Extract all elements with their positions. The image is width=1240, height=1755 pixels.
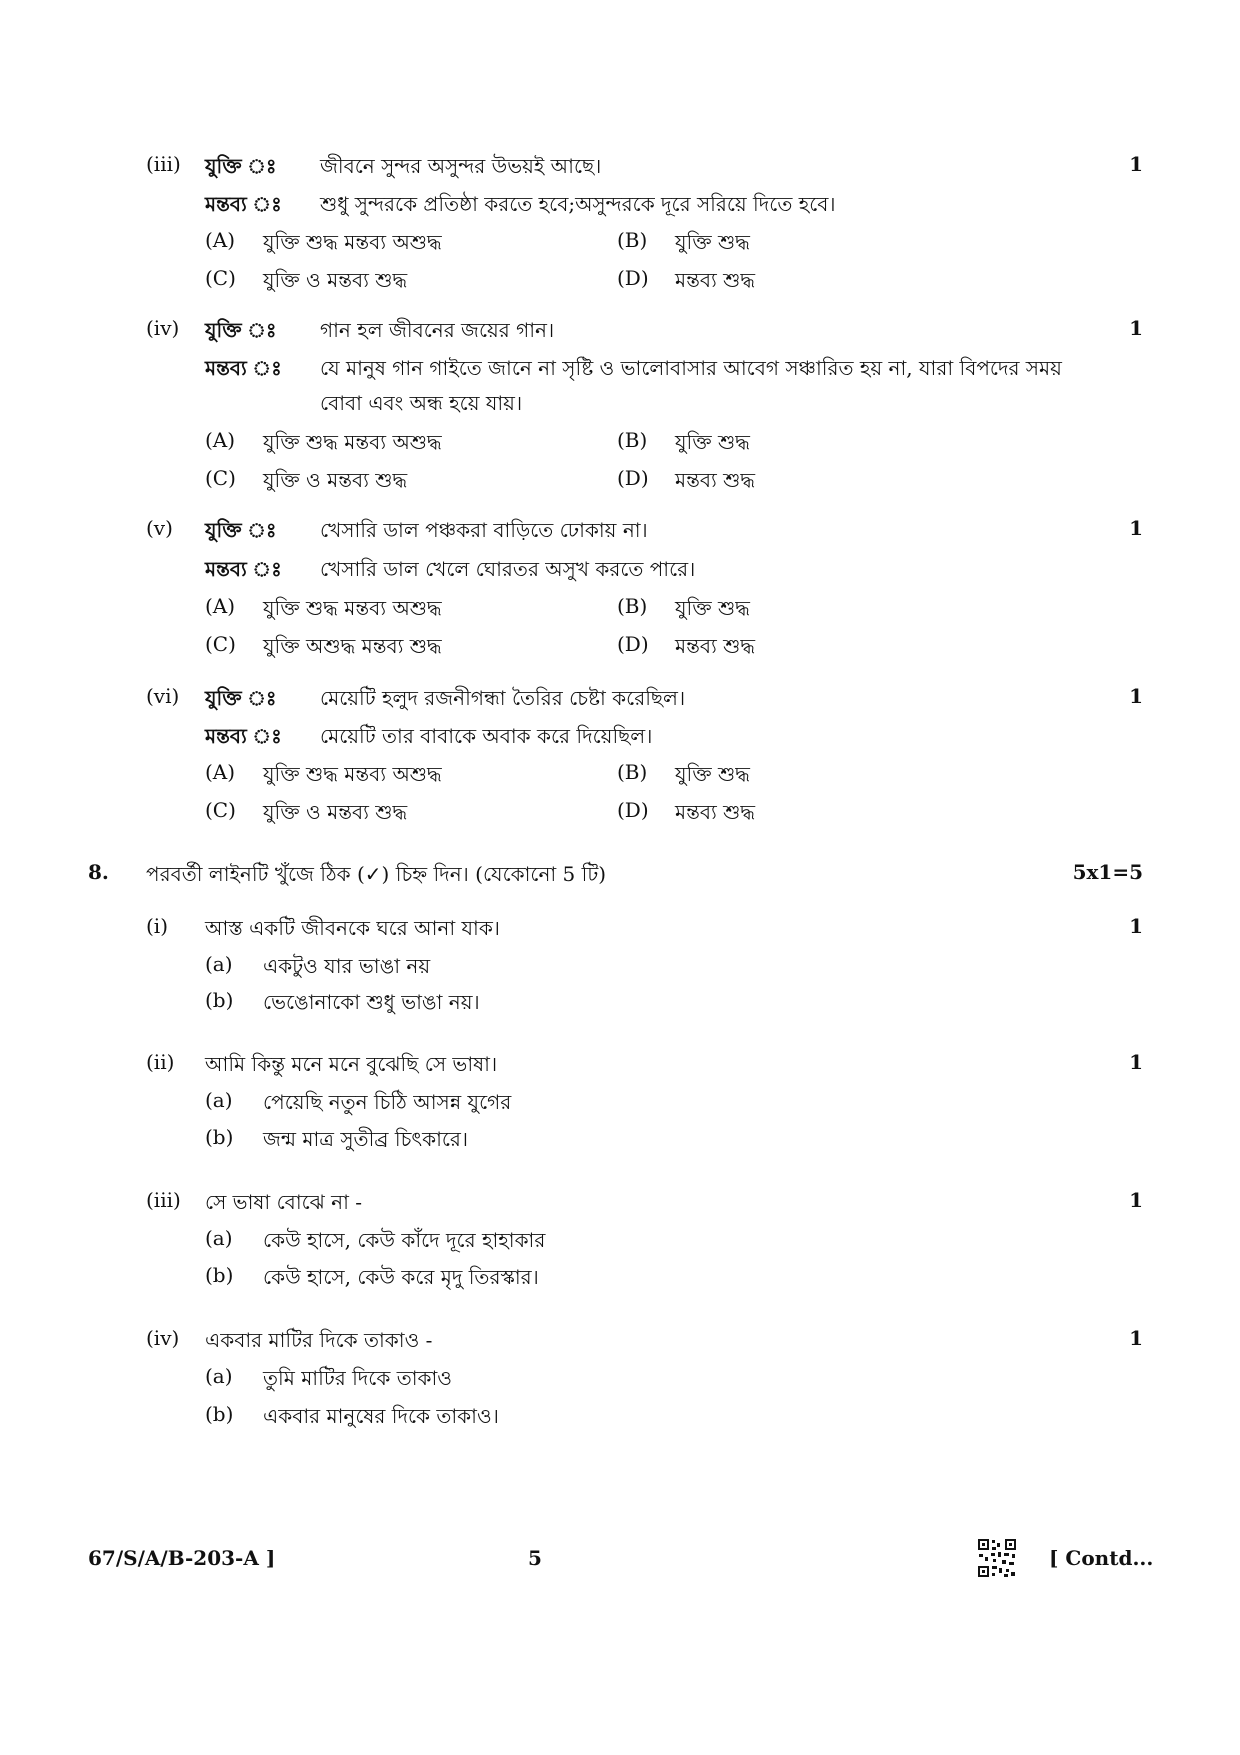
option-text: যুক্তি শুদ্ধ bbox=[675, 762, 750, 786]
item-number: (vi) bbox=[146, 684, 180, 708]
option-text: যুক্তি শুদ্ধ bbox=[675, 430, 750, 454]
argument-text: মেয়েটি হলুদ রজনীগন্ধা তৈরির চেষ্টা করেছিল। bbox=[320, 686, 686, 710]
option-letter: (b) bbox=[205, 988, 234, 1012]
option-letter: (D) bbox=[617, 466, 649, 490]
option-letter: (D) bbox=[617, 266, 649, 290]
option-letter: (B) bbox=[617, 594, 648, 618]
option-letter: (A) bbox=[205, 428, 236, 452]
option-letter: (A) bbox=[205, 760, 236, 784]
comment-label: মন্তব্য ঃ bbox=[205, 356, 282, 380]
option-text: যুক্তি শুদ্ধ bbox=[675, 596, 750, 620]
comment-text: যে মানুষ গান গাইতে জানে না সৃষ্টি ও ভালোবাসার আবেগ সঞ্চারিত হয় না, যারা বিপদের সময় bbox=[320, 356, 1062, 380]
item-text: আস্ত একটি জীবনকে ঘরে আনা যাক। bbox=[205, 916, 500, 940]
option-letter: (A) bbox=[205, 228, 236, 252]
option-letter: (B) bbox=[617, 428, 648, 452]
option-text: যুক্তি শুদ্ধ bbox=[675, 230, 750, 254]
option-letter: (B) bbox=[617, 228, 648, 252]
mark: 1 bbox=[1129, 1188, 1143, 1212]
item-number: (iii) bbox=[146, 1188, 181, 1212]
argument-label: যুক্তি ঃ bbox=[205, 318, 277, 342]
option-letter: (D) bbox=[617, 798, 649, 822]
argument-text: খেসারি ডাল পঞ্চকরা বাড়িতে ঢোকায় না। bbox=[320, 518, 648, 542]
option-text: কেউ হাসে, কেউ কাঁদে দূরে হাহাকার bbox=[263, 1228, 546, 1252]
mark: 1 bbox=[1129, 316, 1143, 340]
comment-label: মন্তব্য ঃ bbox=[205, 192, 282, 216]
option-text: মন্তব্য শুদ্ধ bbox=[675, 634, 756, 658]
question-instruction: পরবর্তী লাইনটি খুঁজে ঠিক (✓) চিহ্ন দিন। (যেকোনো 5 টি) bbox=[146, 862, 607, 886]
item-number: (ii) bbox=[146, 1050, 175, 1074]
option-text: তুমি মাটির দিকে তাকাও bbox=[263, 1366, 453, 1390]
argument-text: গান হল জীবনের জয়ের গান। bbox=[320, 318, 555, 342]
option-text: পেয়েছি নতুন চিঠি আসন্ন যুগের bbox=[263, 1090, 512, 1114]
item-number: (iv) bbox=[146, 316, 180, 340]
comment-text: মেয়েটি তার বাবাকে অবাক করে দিয়েছিল। bbox=[320, 724, 653, 748]
comment-text: খেসারি ডাল খেলে ঘোরতর অসুখ করতে পারে। bbox=[320, 557, 696, 581]
option-letter: (D) bbox=[617, 632, 649, 656]
option-text: যুক্তি শুদ্ধ মন্তব্য অশুদ্ধ bbox=[263, 596, 442, 620]
option-letter: (C) bbox=[205, 632, 236, 656]
mark: 1 bbox=[1129, 684, 1143, 708]
option-text: মন্তব্য শুদ্ধ bbox=[675, 800, 756, 824]
mark: 1 bbox=[1129, 914, 1143, 938]
option-text: জন্ম মাত্র সুতীব্র চিৎকারে। bbox=[263, 1127, 469, 1151]
argument-text: জীবনে সুন্দর অসুন্দর উভয়ই আছে। bbox=[320, 154, 602, 178]
option-text: একটুও যার ভাঙা নয় bbox=[263, 954, 431, 978]
option-text: একবার মানুষের দিকে তাকাও। bbox=[263, 1404, 499, 1428]
contd-label: [ Contd... bbox=[1049, 1546, 1154, 1570]
argument-label: যুক্তি ঃ bbox=[205, 686, 277, 710]
option-letter: (C) bbox=[205, 798, 236, 822]
mark: 1 bbox=[1129, 516, 1143, 540]
option-letter: (A) bbox=[205, 594, 236, 618]
item-text: আমি কিন্তু মনে মনে বুঝেছি সে ভাষা। bbox=[205, 1052, 498, 1076]
option-text: কেউ হাসে, কেউ করে মৃদু তিরস্কার। bbox=[263, 1265, 539, 1289]
item-number: (i) bbox=[146, 914, 169, 938]
option-text: যুক্তি শুদ্ধ মন্তব্য অশুদ্ধ bbox=[263, 762, 442, 786]
item-text: সে ভাষা বোঝে না - bbox=[205, 1190, 362, 1214]
comment-label: মন্তব্য ঃ bbox=[205, 557, 282, 581]
option-letter: (a) bbox=[205, 1226, 233, 1250]
option-text: মন্তব্য শুদ্ধ bbox=[675, 468, 756, 492]
option-letter: (a) bbox=[205, 1088, 233, 1112]
option-text: যুক্তি শুদ্ধ মন্তব্য অশুদ্ধ bbox=[263, 230, 442, 254]
item-text: একবার মাটির দিকে তাকাও - bbox=[205, 1328, 433, 1352]
option-text: যুক্তি ও মন্তব্য শুদ্ধ bbox=[263, 468, 408, 492]
mark: 1 bbox=[1129, 1050, 1143, 1074]
item-number: (v) bbox=[146, 516, 173, 540]
option-letter: (b) bbox=[205, 1263, 234, 1287]
question-marks: 5x1=5 bbox=[1072, 860, 1143, 884]
option-text: যুক্তি ও মন্তব্য শুদ্ধ bbox=[263, 800, 408, 824]
argument-label: যুক্তি ঃ bbox=[205, 154, 277, 178]
item-number: (iii) bbox=[146, 152, 181, 176]
argument-label: যুক্তি ঃ bbox=[205, 518, 277, 542]
option-text: যুক্তি শুদ্ধ মন্তব্য অশুদ্ধ bbox=[263, 430, 442, 454]
option-text: যুক্তি অশুদ্ধ মন্তব্য শুদ্ধ bbox=[263, 634, 442, 658]
option-letter: (b) bbox=[205, 1125, 234, 1149]
option-letter: (a) bbox=[205, 1364, 233, 1388]
option-text: যুক্তি ও মন্তব্য শুদ্ধ bbox=[263, 268, 408, 292]
item-number: (iv) bbox=[146, 1326, 180, 1350]
qr-code-icon bbox=[977, 1538, 1017, 1578]
option-letter: (b) bbox=[205, 1402, 234, 1426]
comment-text: বোবা এবং অন্ধ হয়ে যায়। bbox=[320, 391, 523, 415]
comment-label: মন্তব্য ঃ bbox=[205, 724, 282, 748]
option-letter: (a) bbox=[205, 952, 233, 976]
comment-text: শুধু সুন্দরকে প্রতিষ্ঠা করতে হবে;অসুন্দরকে দূরে সরিয়ে দিতে হবে। bbox=[320, 192, 836, 216]
option-letter: (C) bbox=[205, 266, 236, 290]
mark: 1 bbox=[1129, 152, 1143, 176]
option-letter: (B) bbox=[617, 760, 648, 784]
option-letter: (C) bbox=[205, 466, 236, 490]
option-text: ভেঙোনাকো শুধু ভাঙা নয়। bbox=[263, 990, 480, 1014]
option-text: মন্তব্য শুদ্ধ bbox=[675, 268, 756, 292]
page-number: 5 bbox=[528, 1546, 542, 1570]
question-number: 8. bbox=[88, 860, 109, 884]
paper-code: 67/S/A/B-203-A ] bbox=[88, 1546, 276, 1570]
mark: 1 bbox=[1129, 1326, 1143, 1350]
